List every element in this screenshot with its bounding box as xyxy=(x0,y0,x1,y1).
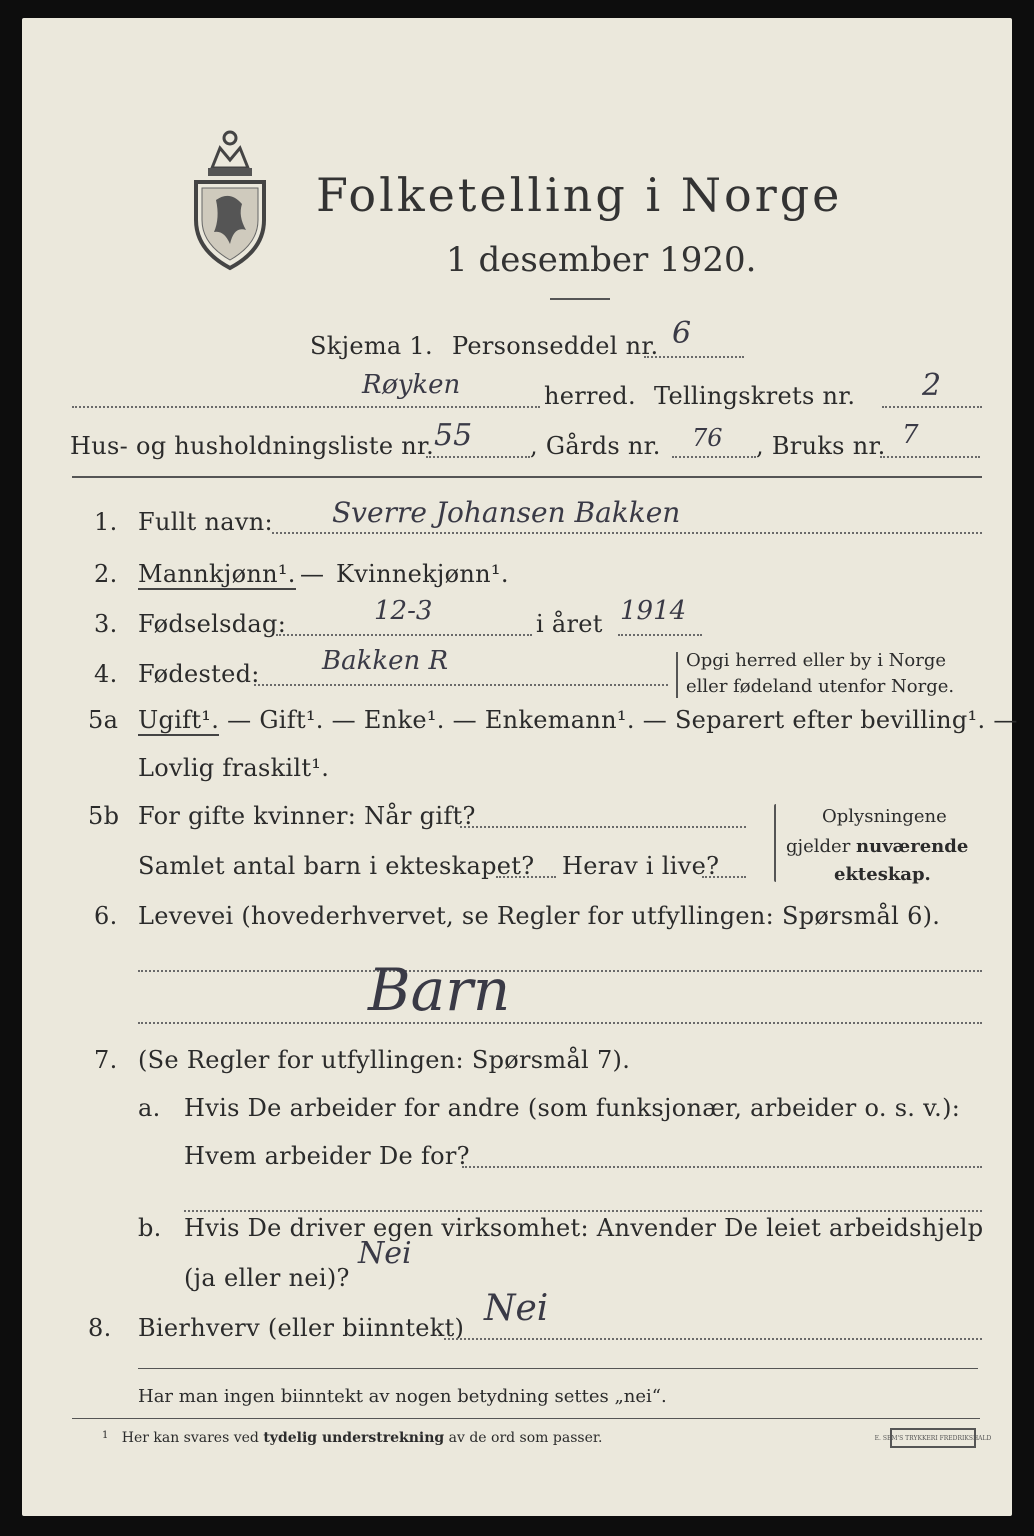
bruks-label: , Bruks nr. xyxy=(756,432,886,460)
q6-label: Levevei (hovederhvervet, se Regler for utfyllingen: Spørsmål 6). xyxy=(138,902,941,930)
q3-year-label: i året xyxy=(536,610,603,638)
full-name-value[interactable]: Sverre Johansen Bakken xyxy=(332,496,681,529)
footnote-text-bold: tydelig understrekning xyxy=(263,1430,445,1446)
tellingskrets-field-line xyxy=(882,406,982,408)
q4-number: 4. xyxy=(94,660,118,688)
footer-note: Har man ingen biinntekt av nogen betydning settes „nei“. xyxy=(138,1386,667,1407)
q5b-note-brace xyxy=(774,804,776,882)
q6-number: 6. xyxy=(94,902,118,930)
q7b-label: Hvis De driver egen virksomhet: Anvender De leiet arbeidshjelp xyxy=(184,1214,984,1242)
q1-number: 1. xyxy=(94,508,118,536)
hus-value[interactable]: 55 xyxy=(434,418,473,453)
q4-note-line1: Opgi herred eller by i Norge xyxy=(686,650,947,671)
tellingskrets-value[interactable]: 2 xyxy=(922,368,942,403)
census-form-paper xyxy=(22,18,1018,1516)
footnote-number: 1 xyxy=(102,1430,109,1441)
q2-separator: — xyxy=(300,560,325,588)
hus-label: Hus- og husholdningsliste nr. xyxy=(70,432,435,460)
q3-label: Fødselsdag: xyxy=(138,610,287,638)
q1-field-line xyxy=(272,532,982,534)
q7a-employer-field xyxy=(462,1166,982,1168)
q5b-alive-field xyxy=(702,876,746,878)
gards-value[interactable]: 76 xyxy=(692,424,723,452)
gards-label: , Gårds nr. xyxy=(530,432,661,460)
q4-label: Fødested: xyxy=(138,660,260,688)
herred-value[interactable]: Røyken xyxy=(362,370,461,400)
q8-value[interactable]: Nei xyxy=(484,1288,549,1329)
q4-note-line2-prefix: eller fødeland xyxy=(686,676,813,697)
q5a-ugift-option[interactable]: Ugift¹. xyxy=(138,706,220,734)
q7b-value[interactable]: Nei xyxy=(358,1236,412,1271)
q7a-letter: a. xyxy=(138,1094,161,1122)
q4-note-line2-suffix: utenfor Norge. xyxy=(818,676,955,697)
q5a-lovlig-fraskilt[interactable]: Lovlig fraskilt¹. xyxy=(138,754,330,782)
personseddel-field-line xyxy=(644,356,744,358)
q7-label: (Se Regler for utfyllingen: Spørsmål 7). xyxy=(138,1046,631,1074)
norwegian-coat-of-arms-icon xyxy=(190,120,270,270)
q5b-number: 5b xyxy=(88,802,120,830)
q3-year-field-line xyxy=(618,634,702,636)
census-date: 1 desember 1920. xyxy=(446,240,757,280)
q5b-note-line2-bold: nuværende xyxy=(856,836,969,857)
bruks-value[interactable]: 7 xyxy=(902,420,919,450)
occupation-value[interactable]: Barn xyxy=(368,956,511,1024)
q6-field-line-1 xyxy=(138,970,982,972)
footer-separator-1 xyxy=(138,1368,978,1369)
q7a-employer-field-2 xyxy=(184,1210,982,1212)
q5b-when-married-field xyxy=(460,826,746,828)
form-title: Folketelling i Norge xyxy=(316,168,843,222)
herred-field-line xyxy=(72,406,540,408)
q5b-note-line1: Oplysningene xyxy=(822,806,947,827)
q5a-number: 5a xyxy=(88,706,119,734)
q7a-employer-label: Hvem arbeider De for? xyxy=(184,1142,470,1170)
q5b-alive-label: Herav i live? xyxy=(562,852,720,880)
q5b-when-married-label: For gifte kvinner: Når gift? xyxy=(138,802,476,830)
q5b-note-line2-prefix: gjelder xyxy=(786,836,851,857)
q2-female-option[interactable]: Kvinnekjønn¹. xyxy=(336,560,509,588)
q4-note-brace xyxy=(676,652,678,698)
q5b-note-line2 xyxy=(786,836,968,857)
q7a-label: Hvis De arbeider for andre (som funksjonær, arbeider o. s. v.): xyxy=(184,1094,961,1122)
q1-label: Fullt navn: xyxy=(138,508,273,536)
tellingskrets-label: Tellingskrets nr. xyxy=(654,382,856,410)
header-separator xyxy=(72,476,982,478)
q7-number: 7. xyxy=(94,1046,118,1074)
birthplace-value[interactable]: Bakken R xyxy=(322,646,449,676)
printer-stamp: E. SEM'S TRYKKERI FREDRIKSHALD xyxy=(890,1428,976,1448)
q8-field-line xyxy=(444,1338,982,1340)
q8-number: 8. xyxy=(88,1314,112,1342)
personseddel-label: Personseddel nr. xyxy=(452,332,659,360)
q2-number: 2. xyxy=(94,560,118,588)
footer-separator-2 xyxy=(72,1418,980,1419)
personseddel-value[interactable]: 6 xyxy=(672,316,692,351)
q5b-children-label: Samlet antal barn i ekteskapet? xyxy=(138,852,535,880)
q7b-yes-no-label: (ja eller nei)? xyxy=(184,1264,350,1292)
birth-date-value[interactable]: 12-3 xyxy=(374,596,433,626)
q3-number: 3. xyxy=(94,610,118,638)
q8-label: Bierhverv (eller biinntekt) xyxy=(138,1314,465,1342)
hus-field-line xyxy=(426,456,530,458)
q4-field-line xyxy=(254,684,668,686)
gards-field-line xyxy=(672,456,756,458)
footnote-text-c: av de ord som passer. xyxy=(448,1430,603,1446)
herred-label: herred. xyxy=(544,382,636,410)
skjema-label: Skjema 1. xyxy=(310,332,433,360)
q7b-letter: b. xyxy=(138,1214,162,1242)
bruks-field-line xyxy=(880,456,980,458)
q2-male-option[interactable]: Mannkjønn¹. xyxy=(138,560,296,588)
q5a-other-options[interactable]: — Gift¹. — Enke¹. — Enkemann¹. — Separert efter bevilling¹. — xyxy=(219,706,1018,734)
q5a-options xyxy=(138,706,1018,734)
title-divider xyxy=(550,298,610,300)
q5b-children-field xyxy=(496,876,556,878)
q5b-note-line3: ekteskap. xyxy=(834,864,931,885)
footnote xyxy=(102,1430,602,1446)
birth-year-value[interactable]: 1914 xyxy=(620,596,687,626)
q6-field-line-2 xyxy=(138,1022,982,1024)
q4-note-line2-a xyxy=(686,676,954,697)
q3-date-field-line xyxy=(276,634,532,636)
footnote-text-a: Her kan svares ved xyxy=(121,1430,259,1446)
